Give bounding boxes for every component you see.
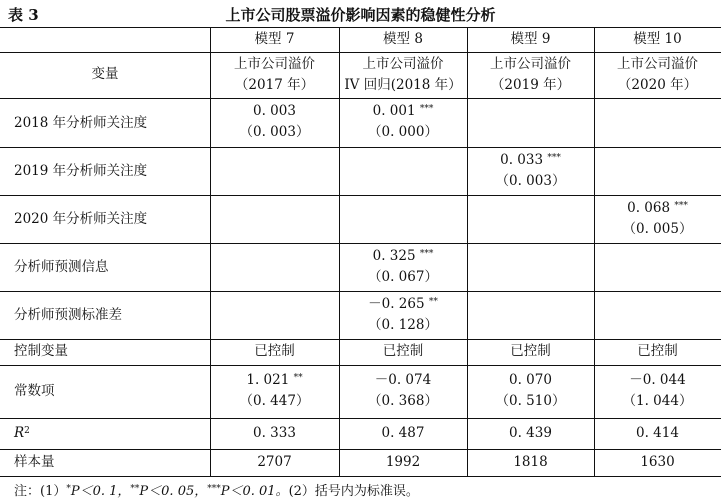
coef-cell: 1. 021 ** （0. 447） (239, 372, 310, 409)
bottom-rule (0, 476, 721, 477)
controls-cell: 已控制 (510, 343, 551, 359)
row-rule (0, 195, 721, 196)
model-8-header: 模型 8 (383, 31, 423, 47)
model-9-header: 模型 9 (510, 31, 551, 47)
dep-var-header: 上市公司溢价 IV 回归(2018 年） (344, 56, 462, 93)
coef-cell: －0. 074 （0. 368） (368, 372, 438, 409)
controls-cell: 已控制 (254, 343, 295, 359)
sample-size-cell: 1992 (385, 454, 421, 470)
row-rule (0, 339, 721, 340)
row-rule (0, 243, 721, 244)
header-bottom-rule (0, 98, 721, 99)
dep-var-header: 上市公司溢价 （2017 年） (234, 56, 315, 93)
sample-size-cell: 2707 (257, 454, 292, 470)
model-header-rule (0, 52, 721, 53)
table-number: 表 3 (8, 6, 39, 24)
row-label-2019-attention: 2019 年分析师关注度 (14, 163, 148, 179)
dep-var-header: 上市公司溢价 （2020 年） (617, 56, 698, 93)
coef-cell: 0. 070 （0. 510） (495, 372, 566, 409)
sample-size-cell: 1630 (640, 454, 675, 470)
table-footnote: 注：(1）*P＜0. 1，**P＜0. 05，***P＜0. 01。(2）括号内为标准误。 (14, 484, 419, 499)
row-rule (0, 449, 721, 450)
r2-cell: 0. 439 (509, 425, 552, 441)
row-label-controls: 控制变量 (14, 343, 68, 359)
model-10-header: 模型 10 (633, 31, 682, 47)
row-label-constant: 常数项 (14, 383, 55, 399)
row-rule (0, 365, 721, 366)
top-rule (0, 27, 721, 28)
r2-cell: 0. 414 (636, 425, 679, 441)
row-label-r-squared: $R^2$ (14, 425, 30, 441)
table-title: 上市公司股票溢价影响因素的稳健性分析 (225, 6, 496, 24)
table-title-row (0, 0, 721, 26)
coef-cell: －0. 044 （1. 044） (622, 372, 693, 409)
row-rule (0, 418, 721, 419)
coef-cell: 0. 003 （0. 003） (239, 103, 310, 140)
model-7-header: 模型 7 (254, 31, 295, 47)
row-label-2018-attention: 2018 年分析师关注度 (14, 115, 148, 131)
dep-var-header: 上市公司溢价 （2019 年） (490, 56, 571, 93)
controls-cell: 已控制 (637, 343, 678, 359)
coef-cell: 0. 033 *** （0. 003） (495, 152, 566, 189)
coef-cell: 0. 325 *** （0. 067） (368, 248, 438, 285)
row-label-sample-size: 样本量 (14, 454, 55, 470)
coef-cell: 0. 068 *** （0. 005） (622, 200, 693, 237)
variable-header: 变量 (91, 66, 119, 82)
row-label-forecast-info: 分析师预测信息 (14, 259, 109, 275)
coef-cell: 0. 001 *** （0. 000） (368, 103, 438, 140)
row-rule (0, 291, 721, 292)
controls-cell: 已控制 (382, 343, 424, 359)
coef-cell: －0. 265 ** （0. 128） (368, 296, 438, 333)
sample-size-cell: 1818 (513, 454, 548, 470)
row-label-2020-attention: 2020 年分析师关注度 (14, 211, 148, 227)
row-label-forecast-sd: 分析师预测标准差 (14, 307, 122, 323)
r2-cell: 0. 333 (253, 425, 296, 441)
r2-cell: 0. 487 (381, 425, 425, 441)
row-rule (0, 147, 721, 148)
